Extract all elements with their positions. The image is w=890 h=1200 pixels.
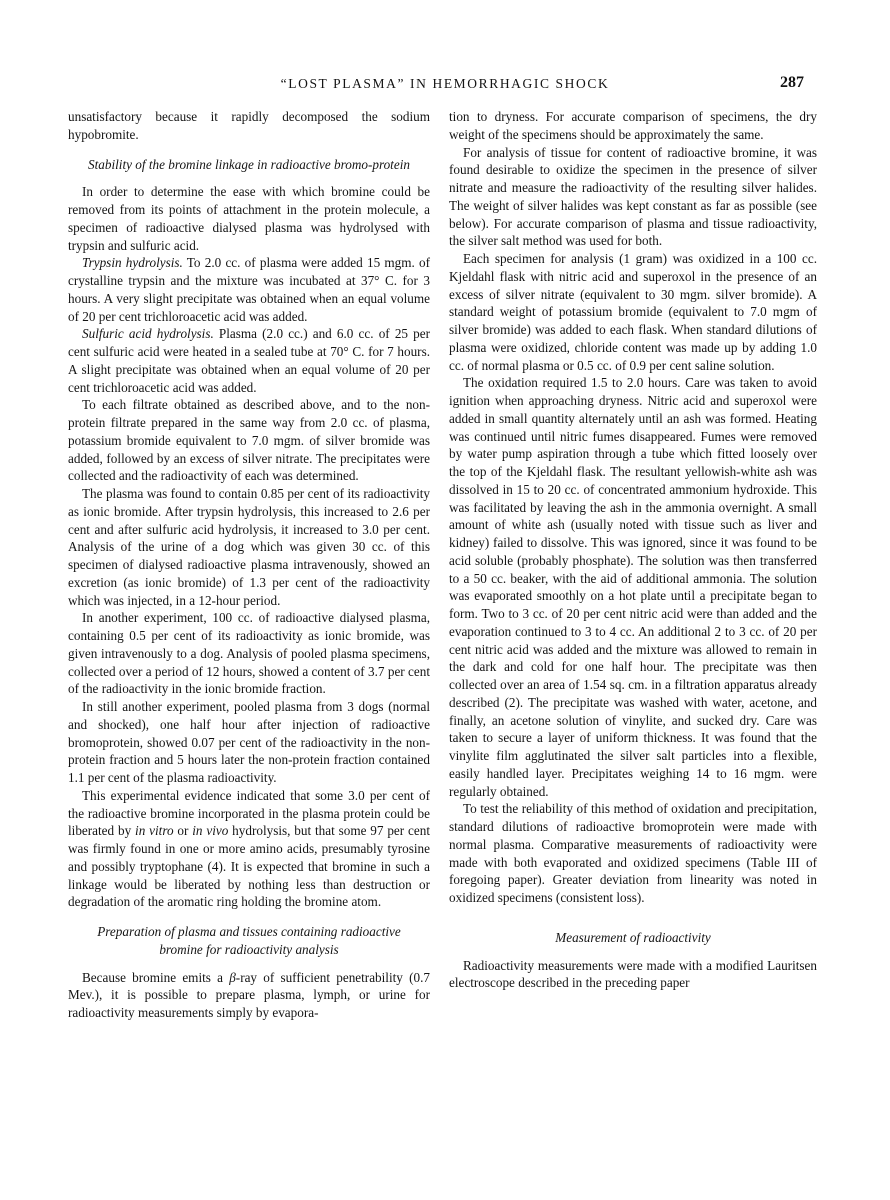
paragraph: tion to dryness. For accurate comparison of specimens, the dry weight of the specimens should be approximately the same. [449, 109, 817, 142]
paragraph-text: This experimental evidence indicated that some 3.0 per cent of the radioactive bromine incorporated in the plasma protein could be liberated by [68, 787, 430, 839]
paragraph: The plasma was found to contain 0.85 per cent of its radioactivity as ionic bromide. After trypsin hydrolysis, this increased to 2.6 per cent and after sulfuric acid hydrolysis, it increased to 3.0 per cent. Analysis of the urine of a dog which was given 30 cc. of this specimen of dialysed radioactive plasma intravenously, showed an excretion (as ionic bromide) of 1.3 per cent of the radioactivity which was injected, in a 12-hour period. [68, 486, 430, 608]
paragraph-text: Because bromine emits a [82, 969, 230, 985]
run-in-heading: Sulfuric acid hydrolysis. [82, 326, 214, 342]
run-in-heading: Trypsin hydrolysis. [82, 255, 183, 271]
running-head [0, 74, 890, 98]
beta-symbol: β [229, 969, 236, 985]
italic-term: in vitro [135, 823, 174, 839]
section-heading-measurement: Measurement of radioactivity [555, 929, 711, 945]
paragraph: In order to determine the ease with which bromine could be removed from its points of attachment in the protein molecule, a specimen of radioactive dialysed plasma was hydrolysed with trypsin and sulfuric acid. [68, 184, 430, 253]
paragraph [68, 325, 430, 396]
paragraph: unsatisfactory because it rapidly decomposed the sodium hypobromite. [68, 109, 430, 142]
paragraph: Radioactivity measurements were made with a modified Lauritsen electroscope described in the preceding paper [449, 957, 817, 991]
paragraph: The oxidation required 1.5 to 2.0 hours. Care was taken to avoid ignition when approaching dryness. Nitric acid and superoxol were added in small quantity alternately until an ash was formed. Heating was continued until nitric fumes disappeared. Fumes were removed by water pump aspiration through a tube which fitted loosely over the top of the Kjeldahl flask. The resultant yellowish-white ash was dissolved in 15 to 20 cc. of concentrated ammonium hydroxide. This was facilitated by leaving the ash in the ammonia overnight. A small amount of white ash (usually noted with tissue such as liver and kidney) failed to dissolve. This was ignored, since it was found to be acid soluble (probably phosphate). The solution was then transferred to a 50 cc. beaker, with the aid of additional ammonia. The solution was evaporated smoothly on a hot plate until a precipitate began to form. Two to 3 cc. of 20 per cent nitric acid were than added and the evaporation continued to 3 to 4 cc. An additional 2 to 3 cc. of 20 per cent nitric acid was added and the mixture was allowed to remain in the dark and cold for one half hour. The precipitate was then collected over an area of 1.54 sq. cm. in a filtration apparatus already described (2). The precipitate was washed with water, acetone, and finally, an acetone solution of vinylite, and sucked dry. Care was taken to secure a layer of uniform thickness. It was found that the vinylite film agglutinated the silver salt particles into a flexible, easily handled layer. Precipitates weighing 14 to 16 mgm. were regularly obtained. [449, 375, 817, 799]
italic-term: in vivo [192, 823, 229, 839]
paragraph: In another experiment, 100 cc. of radioactive dialysed plasma, containing 0.5 per cent of its radioactivity as ionic bromide, was given intravenously to a dog. Analysis of pooled plasma specimens, collected over a period of 12 hours, showed a content of 3.7 per cent of the radioactivity in the ionic bromide fraction. [68, 610, 430, 697]
paragraph-text: Plasma (2.0 cc.) and 6.0 cc. of 25 per cent sulfuric acid were heated in a sealed tube at 70° C. for 7 hours. A slight precipitate was obtained when an equal volume of 20 per cent trichloroacetic acid was added. [68, 326, 431, 395]
section-heading-bromine-linkage: Stability of the bromine linkage in radioactive bromo-protein [88, 156, 410, 172]
right-column [449, 108, 817, 992]
paragraph-text: hydrolysis, but that some 97 per cent was firmly found in one or more amino acids, presumably tyrosine and possibly tryptophane (4). It is expected that bromine in such a linkage would be liberated by nothing less than destruction or degradation of the aromatic ring holding the bromine atom. [68, 823, 430, 910]
paragraph: For analysis of tissue for content of radioactive bromine, it was found desirable to oxidize the specimen in the presence of silver nitrate and measure the radioactivity of the resulting silver halides. The weight of silver halides was kept constant as far as possible (see below). For accurate comparison of plasma and tissue radioactivity, the silver salt method was used for both. [449, 144, 817, 249]
paragraph [68, 969, 430, 1022]
paragraph: To each filtrate obtained as described above, and to the non-protein filtrate prepared in the same way from 2.0 cc. of plasma, potassium bromide equivalent to 7.0 mgm. of silver bromide was added, followed by an excess of silver nitrate. The precipitates were collected and the radioactivity of each was determined. [68, 397, 430, 484]
section-heading-preparation: Preparation of plasma and tissues containing radioactive bromine for radioactivity analysis [97, 924, 401, 957]
running-title: “LOST PLASMA” IN HEMORRHAGIC SHOCK [280, 76, 610, 91]
page-number: 287 [780, 74, 804, 91]
paragraph: To test the reliability of this method of oxidation and precipitation, standard dilutions of radioactive bromoprotein were made with normal plasma. Comparative measurements of radioactivity were made with both evaporated and oxidized specimens (Table III of foregoing paper). Greater deviation from linearity was noted in oxidized specimens (consistent loss). [449, 801, 817, 905]
paragraph-text: To 2.0 cc. of plasma were added 15 mgm. of crystalline trypsin and the mixture was incubated at 37° C. for 3 hours. A very slight precipitate was obtained when an equal volume of 20 per cent trichloroacetic acid was added. [68, 255, 430, 324]
left-column [68, 108, 430, 1022]
paragraph: Each specimen for analysis (1 gram) was oxidized in a 100 cc. Kjeldahl flask with nitric acid and superoxol in the presence of an excess of silver nitrate (equivalent to 30 mgm. silver bromide). A standard weight of potassium bromide (equivalent to 7.0 mgm of silver bromide) was added to each flask. When standard dilutions of plasma were oxidized, chloride content was made up by adding 1.0 cc. of normal plasma or 0.5 cc. of 0.9 per cent saline solution. [449, 251, 817, 373]
paragraph [68, 254, 430, 325]
paragraph: In still another experiment, pooled plasma from 3 dogs (normal and shocked), one half hour after injection of radioactive bromoprotein, showed 0.07 per cent of the radioactivity in the non-protein fraction and 5 hours later the non-protein fraction contained 1.1 per cent of the plasma radioactivity. [68, 699, 430, 785]
paragraph-text: or [173, 823, 193, 839]
paragraph-text: -ray of sufficient penetrability (0.7 Mev.), it is possible to prepare plasma, lymph, or urine for radioactivity measurements simply by evapora- [68, 969, 430, 1020]
paragraph [68, 787, 430, 911]
